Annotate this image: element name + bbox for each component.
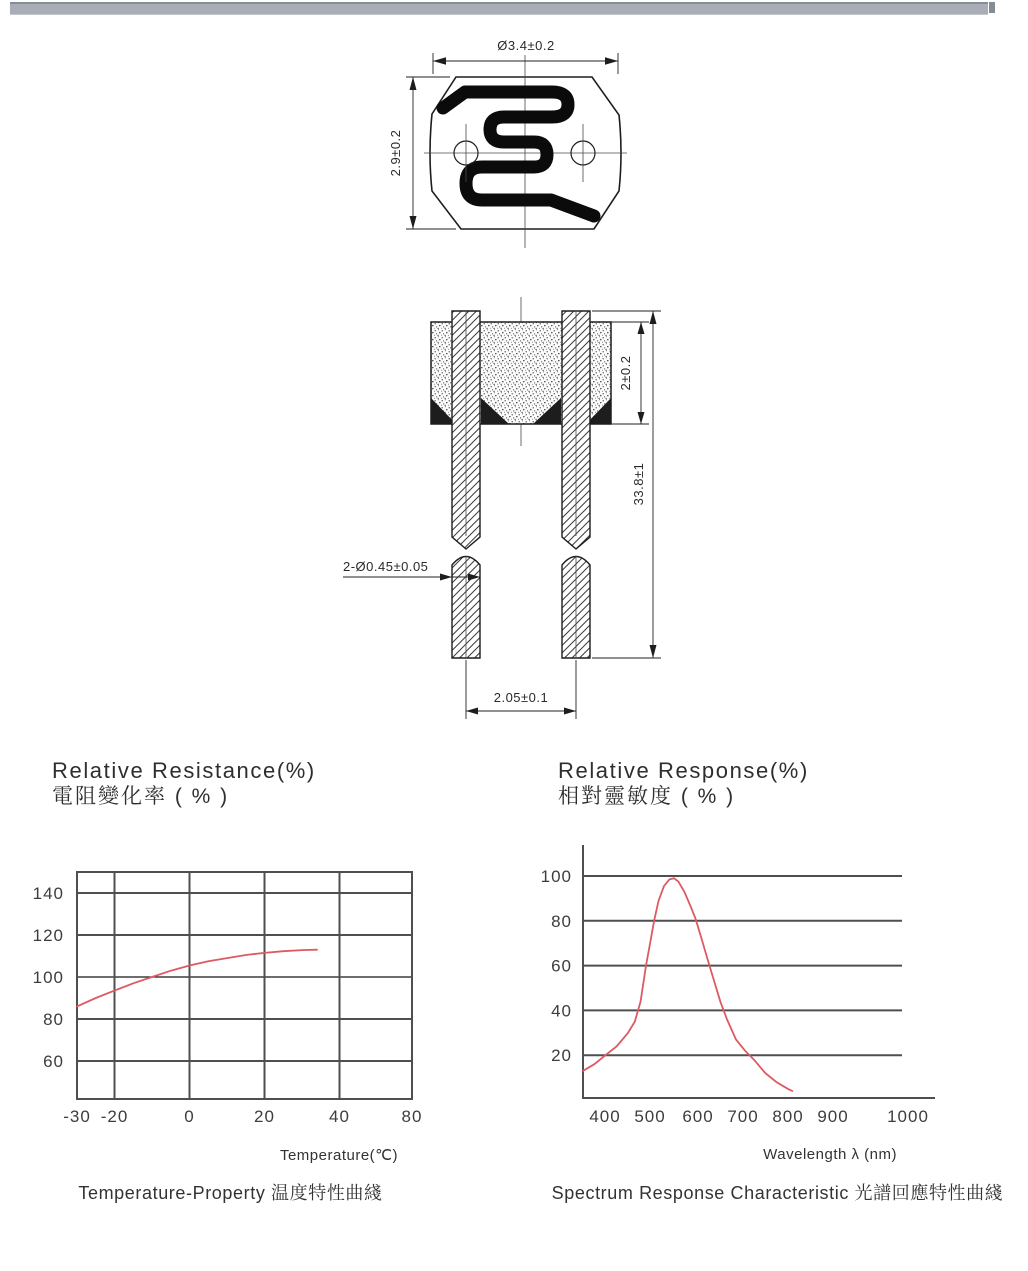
svg-text:140: 140 bbox=[32, 884, 64, 903]
svg-text:40: 40 bbox=[551, 1001, 572, 1021]
svg-text:-30: -30 bbox=[63, 1107, 91, 1126]
top-view-drawing bbox=[388, 38, 627, 248]
svg-text:1000: 1000 bbox=[887, 1107, 929, 1126]
svg-text:120: 120 bbox=[32, 926, 64, 945]
dim-lead-length-label: 33.8±1 bbox=[631, 462, 646, 506]
left-chart-title-zh: 電阻變化率 ( % ) bbox=[52, 785, 230, 808]
right-chart-title bbox=[558, 757, 809, 810]
arrowhead bbox=[650, 311, 657, 324]
arrowhead bbox=[433, 57, 446, 65]
arrowhead bbox=[638, 322, 645, 334]
temperature-property-chart bbox=[33, 872, 423, 1126]
svg-text:400: 400 bbox=[589, 1107, 621, 1126]
svg-text:20: 20 bbox=[551, 1046, 572, 1066]
arrowhead bbox=[410, 77, 417, 90]
svg-text:80: 80 bbox=[401, 1107, 423, 1126]
svg-text:60: 60 bbox=[551, 956, 572, 976]
arrowhead bbox=[440, 574, 452, 581]
arrowhead bbox=[410, 216, 417, 229]
right-chart-title-en: Relative Response(%) bbox=[558, 758, 809, 783]
temperature-curve bbox=[77, 950, 317, 1007]
svg-text:800: 800 bbox=[772, 1107, 804, 1126]
dim-thickness-label: 2±0.2 bbox=[618, 355, 633, 391]
svg-text:100: 100 bbox=[32, 968, 64, 987]
dim-diameter-label: Ø3.4±0.2 bbox=[497, 38, 555, 53]
svg-text:80: 80 bbox=[43, 1010, 64, 1029]
svg-text:700: 700 bbox=[727, 1107, 759, 1126]
arrowhead bbox=[605, 57, 618, 65]
svg-text:-20: -20 bbox=[100, 1107, 129, 1126]
arrowhead bbox=[466, 708, 478, 715]
dim-lead-pitch-label: 2.05±0.1 bbox=[493, 690, 549, 705]
svg-text:500: 500 bbox=[634, 1107, 666, 1126]
svg-text:600: 600 bbox=[682, 1107, 714, 1126]
dim-height-label: 2.9±0.2 bbox=[388, 129, 403, 177]
svg-text:80: 80 bbox=[551, 911, 572, 931]
svg-text:40: 40 bbox=[329, 1107, 350, 1126]
svg-text:0: 0 bbox=[184, 1107, 195, 1126]
spectrum-response-chart bbox=[541, 845, 935, 1126]
svg-text:60: 60 bbox=[43, 1052, 64, 1071]
arrowhead bbox=[564, 708, 576, 715]
dim-lead-diameter-label: 2-Ø0.45±0.05 bbox=[343, 559, 429, 574]
svg-text:100: 100 bbox=[540, 867, 572, 886]
spectral-response-curve bbox=[583, 878, 792, 1091]
arrowhead bbox=[650, 645, 657, 658]
side-view-drawing bbox=[343, 297, 661, 719]
right-chart-title-zh: 相對靈敏度 ( % ) bbox=[558, 785, 736, 808]
svg-text:20: 20 bbox=[254, 1107, 275, 1126]
right-chart-caption: Spectrum Response Characteristic 光譜回應特性曲綫 bbox=[551, 1183, 1004, 1203]
left-chart-xaxis-label: Temperature(℃) bbox=[279, 1147, 398, 1164]
left-chart-caption: Temperature-Property 温度特性曲綫 bbox=[78, 1183, 383, 1203]
right-chart-xaxis-label: Wavelength λ (nm) bbox=[763, 1146, 897, 1163]
left-chart-title bbox=[52, 757, 316, 810]
arrowhead bbox=[638, 412, 645, 424]
svg-text:900: 900 bbox=[817, 1107, 849, 1126]
left-chart-title-en: Relative Resistance(%) bbox=[52, 758, 316, 783]
